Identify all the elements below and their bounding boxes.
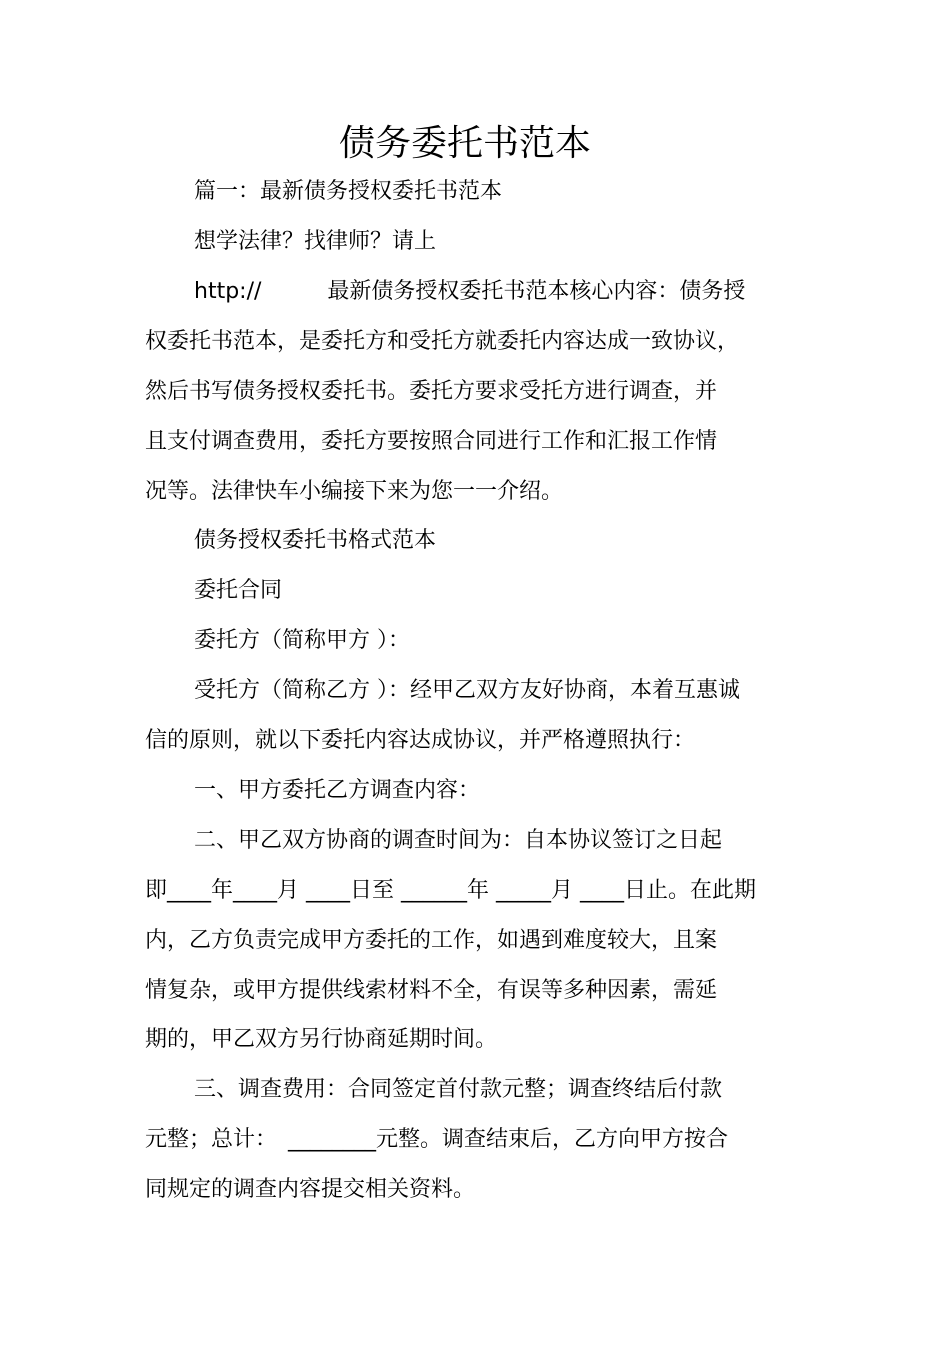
paragraph-line: 然后书写债务授权委托书。委托方要求受托方进行调查，并 <box>145 379 718 404</box>
paragraph-line: 况等。法律快车小编接下来为您一一介绍。 <box>145 479 564 504</box>
paragraph-line: http:// 最新债务授权委托书范本核心内容：债务授 <box>194 279 746 304</box>
paragraph-line: 二、甲乙双方协商的调查时间为：自本协议签订之日起 <box>194 828 723 853</box>
paragraph-line: 一、甲方委托乙方调查内容： <box>194 778 481 803</box>
paragraph-line: 委托方（简称甲方 ）： <box>194 628 410 653</box>
paragraph-line: 委托合同 <box>194 578 283 603</box>
paragraph-line: 内，乙方负责完成甲方委托的工作，如遇到难度较大，且案 <box>145 928 718 953</box>
paragraph-line: 想学法律？找律师？请上 <box>194 229 437 254</box>
paragraph-line: 同规定的调查内容提交相关资料。 <box>145 1177 476 1202</box>
paragraph-line: 债务授权委托书格式范本 <box>194 528 437 553</box>
paragraph-line: 信的原则，就以下委托内容达成协议，并严格遵照执行： <box>145 728 696 753</box>
paragraph-line: 且支付调查费用，委托方要按照合同进行工作和汇报工作情 <box>145 429 718 454</box>
paragraph-line: 元整；总计： ________元整。调查结束后，乙方向甲方按合 <box>145 1127 729 1152</box>
document-title: 债务委托书范本 <box>338 123 591 164</box>
paragraph-line: 即____年____月 ____日至 ______年 _____月 ____日止。在此期 <box>145 878 756 903</box>
paragraph-line: 期的，甲乙双方另行协商延期时间。 <box>145 1027 498 1052</box>
paragraph-line: 情复杂，或甲方提供线索材料不全，有误等多种因素，需延 <box>145 978 718 1003</box>
paragraph-line: 权委托书范本，是委托方和受托方就委托内容达成一致协议， <box>145 329 740 354</box>
paragraph-line: 受托方（简称乙方 ）：经甲乙双方友好协商，本着互惠诚 <box>194 678 740 703</box>
paragraph-line: 篇一：最新债务授权委托书范本 <box>194 179 503 204</box>
paragraph-line: 三、调查费用：合同签定首付款元整；调查终结后付款 <box>194 1077 723 1102</box>
